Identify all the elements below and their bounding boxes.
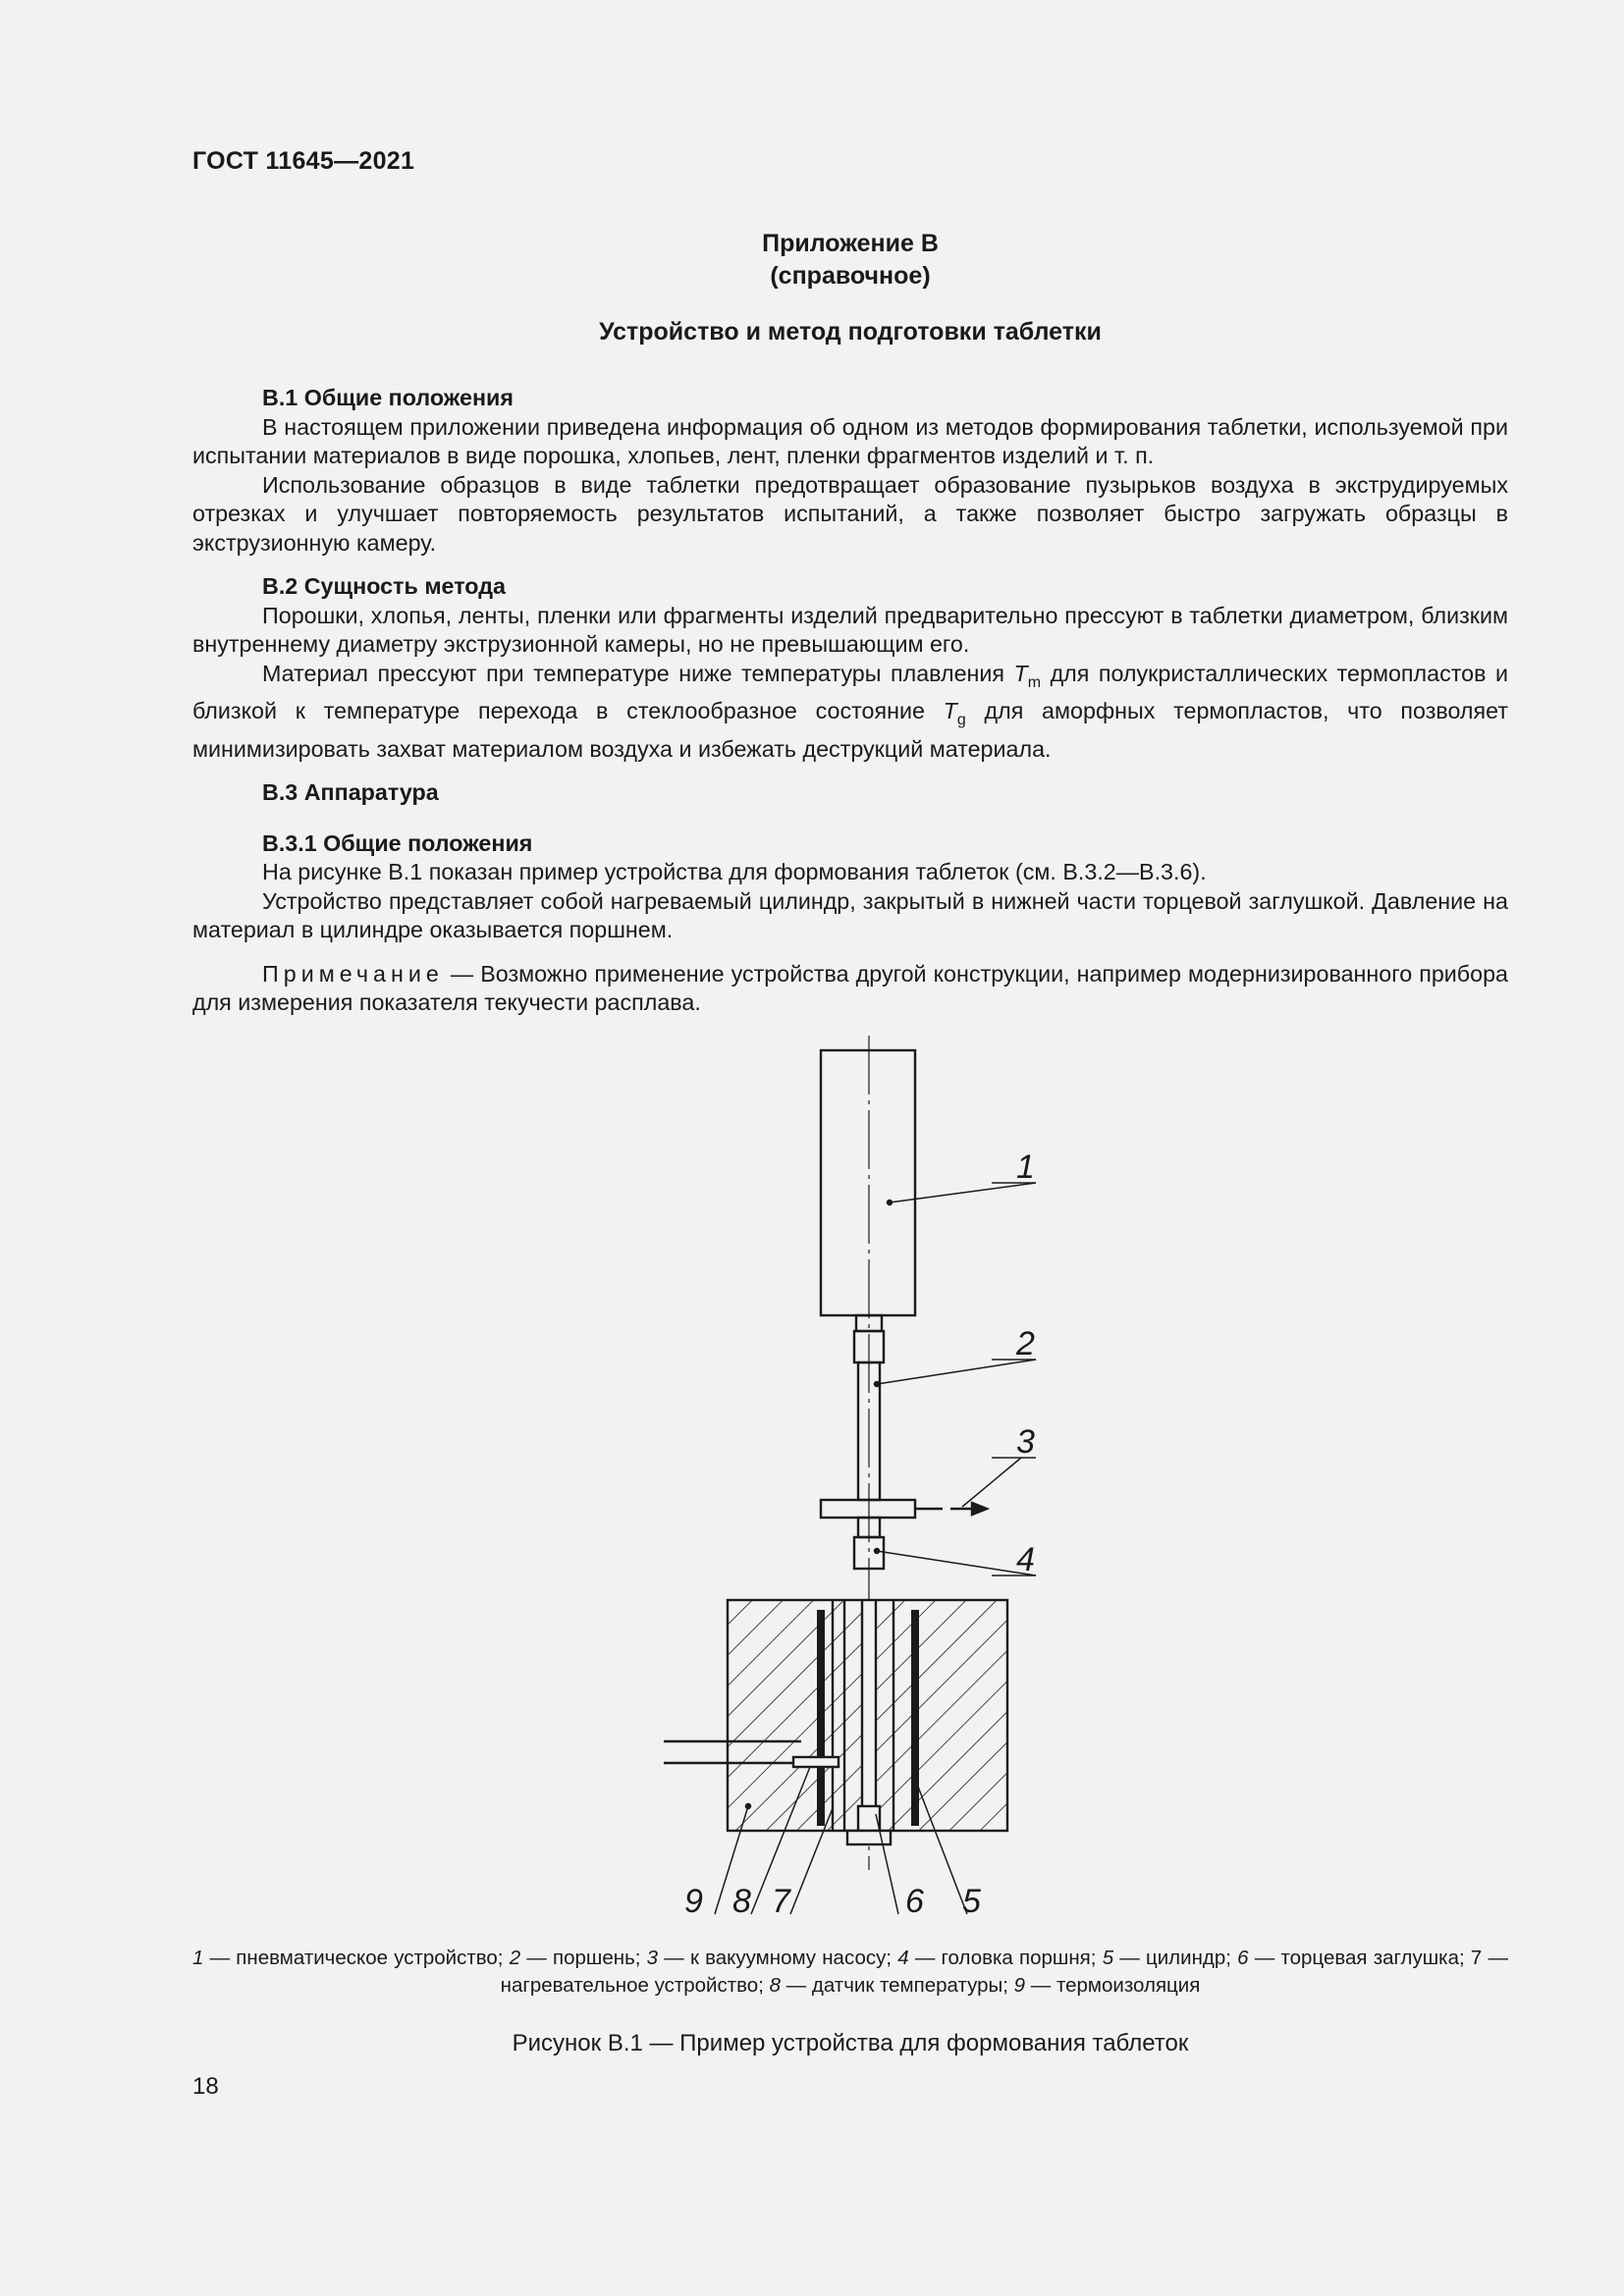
figure-legend xyxy=(192,1945,1508,2000)
figure-label-6: 6 xyxy=(905,1883,924,1920)
text-run: для полукристаллических термопластов и близкой к температуре перехода в стеклообразное состояние xyxy=(192,660,1508,723)
text-run: для аморфных термопластов, что позволяет минимизировать захват материалом воздуха и избежать деструкций материала. xyxy=(192,698,1508,762)
heater-right xyxy=(911,1610,919,1826)
text-run: Материал прессуют при температуре ниже температуры плавления xyxy=(262,660,1014,686)
figure-label-7: 7 xyxy=(772,1883,790,1920)
note-text: — Возможно применение устройства другой конструкции, например модернизированного прибора для измерения показателя текучести расплава. xyxy=(192,960,1508,1015)
figure-label-2: 2 xyxy=(1016,1325,1035,1362)
legend-num: 3 xyxy=(646,1947,659,1969)
legend-num: 6 xyxy=(1237,1947,1249,1969)
temperature-sensor xyxy=(793,1757,839,1767)
tg-subscript: g xyxy=(956,712,966,728)
end-plug-base xyxy=(847,1831,891,1844)
section-b2-heading: В.2 Сущность метода xyxy=(262,573,506,599)
annex-name: Устройство и метод подготовки таблетки xyxy=(599,318,1102,346)
legend-text: — цилиндр; xyxy=(1113,1947,1238,1969)
legend-text: — датчик температуры; xyxy=(781,1974,1014,1997)
legend-text: — поршень; xyxy=(520,1947,647,1969)
section-b1-heading: В.1 Общие положения xyxy=(262,385,514,410)
legend-text: — торцевая заглушка; 7 — нагревательное устройство; xyxy=(500,1947,1508,1997)
annex-subtitle: (справочное) xyxy=(770,262,931,290)
legend-text: — термоизоляция xyxy=(1025,1974,1201,1997)
section-b31-heading: В.3.1 Общие положения xyxy=(262,829,533,856)
tm-subscript: m xyxy=(1027,673,1042,691)
legend-num: 8 xyxy=(769,1974,781,1997)
note-label: Примечание xyxy=(262,960,444,987)
heater-left xyxy=(817,1610,825,1826)
legend-num: 1 xyxy=(192,1947,204,1969)
document-code: ГОСТ 11645—2021 xyxy=(192,147,415,175)
legend-text: — головка поршня; xyxy=(908,1947,1103,1969)
legend-num: 9 xyxy=(1013,1974,1026,1997)
figure-label-3: 3 xyxy=(1016,1423,1035,1461)
tm-symbol: T xyxy=(1013,660,1028,686)
section-b31-paragraph-2: Устройство представляет собой нагреваемый цилиндр, закрытый в нижней части торцевой заглушкой. Давление на материал в цилиндре оказывается поршнем. xyxy=(192,887,1508,942)
page-number: 18 xyxy=(192,2073,219,2100)
section-b1-paragraph-1: В настоящем приложении приведена информация об одном из методов формирования таблетки, используемой при испытании материалов в виде порошка, хлопьев, лент, пленки фрагментов изделий и т. п. xyxy=(192,413,1508,468)
legend-num: 4 xyxy=(897,1947,909,1969)
figure-caption: Рисунок В.1 — Пример устройства для формования таблеток xyxy=(512,2030,1189,2056)
legend-num: 5 xyxy=(1102,1947,1114,1969)
tg-symbol: T xyxy=(943,698,957,723)
legend-text: — к вакуумному насосу; xyxy=(658,1947,898,1969)
legend-text: — пневматическое устройство; xyxy=(203,1947,510,1969)
figure-label-8: 8 xyxy=(732,1883,751,1920)
section-b2-paragraph-1: Порошки, хлопья, ленты, пленки или фрагменты изделий предварительно прессуют в таблетки диаметром, близким внутреннему диаметру экструзионной камеры, но не превышающим его. xyxy=(192,602,1508,657)
section-b31-paragraph-1: На рисунке В.1 показан пример устройства для формования таблеток (см. В.3.2—В.3.6). xyxy=(262,859,1207,884)
annex-title: Приложение В xyxy=(762,230,939,257)
piston-flange xyxy=(821,1500,915,1518)
figure-label-4: 4 xyxy=(1016,1541,1035,1578)
figure-label-5: 5 xyxy=(962,1883,981,1920)
section-b1-paragraph-2: Использование образцов в виде таблетки предотвращает образование пузырьков воздуха в экструдируемых отрезках и улучшает повторяемость результатов испытаний, а также позволяет быстро загружать образцы в экструзионную камеру. xyxy=(192,471,1508,556)
vacuum-arrow xyxy=(972,1503,987,1515)
figure-label-1: 1 xyxy=(1016,1148,1035,1186)
pneumatic-device xyxy=(821,1050,915,1315)
legend-num: 2 xyxy=(509,1947,521,1969)
section-b3-heading: В.3 Аппаратура xyxy=(262,779,439,805)
figure-label-9: 9 xyxy=(684,1883,703,1920)
